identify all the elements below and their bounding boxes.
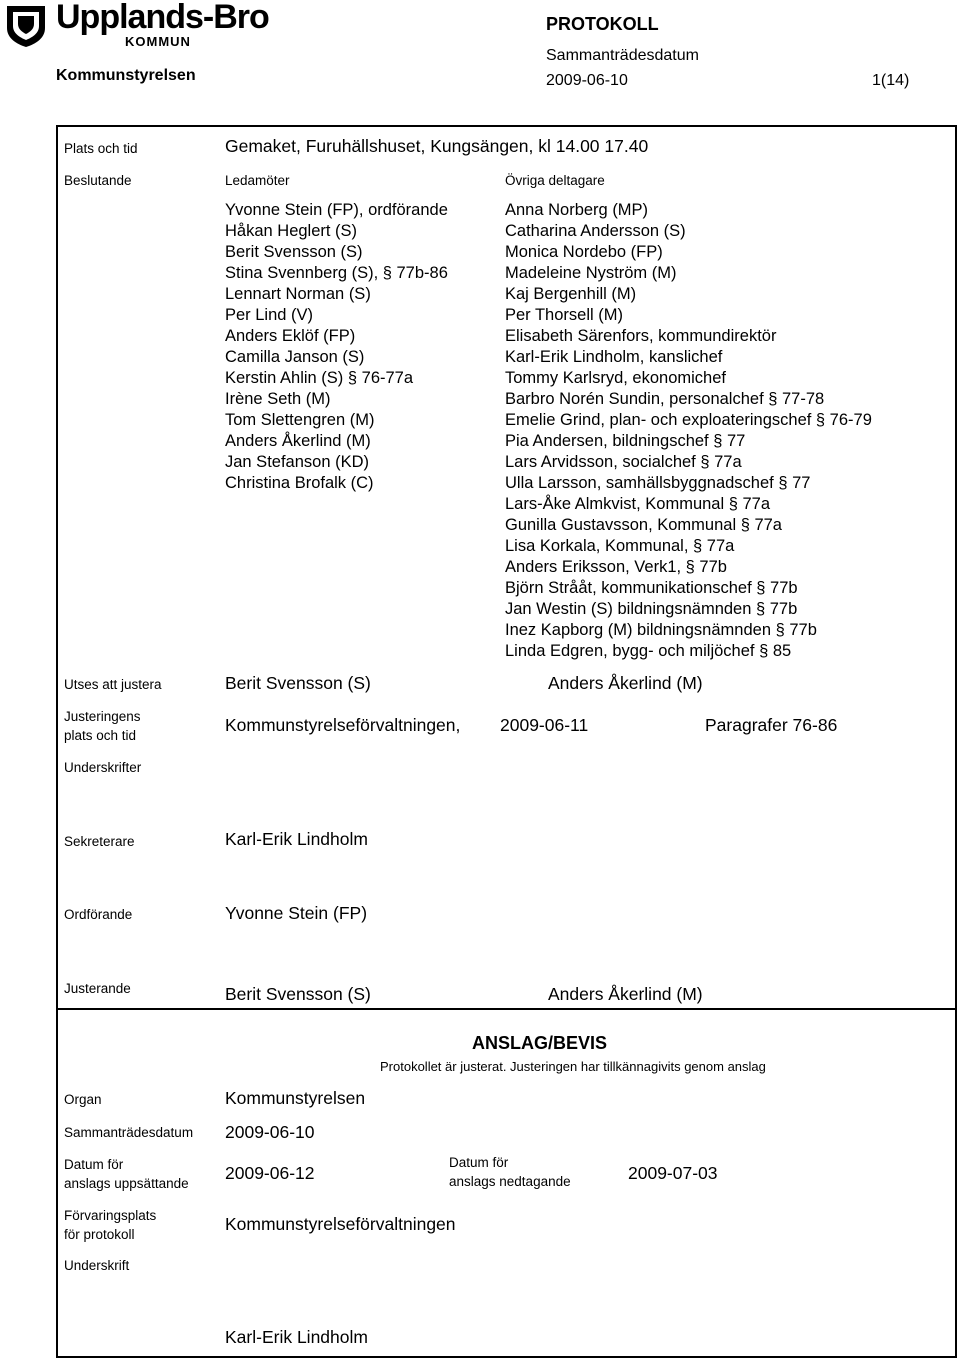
beslutande-label: Beslutande bbox=[64, 173, 132, 188]
participant-item: Lars-Åke Almkvist, Kommunal § 77a bbox=[505, 495, 771, 513]
anslag-divider bbox=[56, 1008, 957, 1010]
member-item: Jan Stefanson (KD) bbox=[225, 453, 369, 471]
participant-item: Lisa Korkala, Kommunal, § 77a bbox=[505, 537, 735, 555]
member-item: Tom Slettengren (M) bbox=[225, 411, 375, 429]
logo-wordmark: Upplands-Bro bbox=[56, 0, 269, 36]
meeting-date-label: Sammanträdesdatum bbox=[546, 47, 699, 64]
underskrifter-label: Underskrifter bbox=[64, 760, 142, 775]
member-item: Irène Seth (M) bbox=[225, 390, 331, 408]
participant-item: Tommy Karlsryd, ekonomichef bbox=[505, 369, 726, 387]
anslag-datum: 2009-06-10 bbox=[225, 1122, 315, 1142]
ordforande-label: Ordförande bbox=[64, 907, 133, 922]
participant-item: Emelie Grind, plan- och exploateringschef § 76-79 bbox=[505, 411, 872, 429]
justeringens-label-2: plats och tid bbox=[64, 728, 137, 743]
justera-label: Utses att justera bbox=[64, 677, 162, 692]
organ-label: Organ bbox=[64, 1092, 102, 1107]
participant-item: Barbro Norén Sundin, personalchef § 77-78 bbox=[505, 390, 825, 408]
participant-item: Pia Andersen, bildningschef § 77 bbox=[505, 432, 746, 450]
participant-item: Linda Edgren, bygg- och miljöchef § 85 bbox=[505, 642, 792, 660]
document-type: PROTOKOLL bbox=[546, 14, 659, 34]
logo-subtitle: KOMMUN bbox=[125, 34, 191, 49]
participant-item: Anna Norberg (MP) bbox=[505, 201, 649, 219]
anslag-title: ANSLAG/BEVIS bbox=[472, 1033, 608, 1053]
member-item: Anders Eklöf (FP) bbox=[225, 327, 356, 345]
justering-paragraphs: Paragrafer 76-86 bbox=[705, 715, 838, 735]
participant-item: Catharina Andersson (S) bbox=[505, 222, 686, 240]
plats-label: Plats och tid bbox=[64, 141, 138, 156]
participant-item: Jan Westin (S) bildningsnämnden § 77b bbox=[505, 600, 798, 618]
forvaringsplats-value: Kommunstyrelseförvaltningen bbox=[225, 1214, 456, 1234]
participant-item: Elisabeth Särenfors, kommundirektör bbox=[505, 327, 777, 345]
forvaringsplats-label-2: för protokoll bbox=[64, 1227, 135, 1242]
sekreterare-name: Karl-Erik Lindholm bbox=[225, 829, 368, 849]
member-item: Kerstin Ahlin (S) § 76-77a bbox=[225, 369, 414, 387]
participant-item: Kaj Bergenhill (M) bbox=[505, 285, 637, 303]
participant-item: Per Thorsell (M) bbox=[505, 306, 623, 324]
member-item: Lennart Norman (S) bbox=[225, 285, 371, 303]
member-item: Stina Svennberg (S), § 77b-86 bbox=[225, 264, 448, 282]
member-item: Camilla Janson (S) bbox=[225, 348, 365, 366]
participant-item: Lars Arvidsson, socialchef § 77a bbox=[505, 453, 742, 471]
page-number: 1(14) bbox=[872, 72, 910, 89]
anslag-datum-label: Sammanträdesdatum bbox=[64, 1125, 194, 1140]
justering-date: 2009-06-11 bbox=[500, 715, 589, 735]
participant-item: Karl-Erik Lindholm, kanslichef bbox=[505, 348, 723, 366]
forvaringsplats-label-1: Förvaringsplats bbox=[64, 1208, 157, 1223]
justerande-label: Justerande bbox=[64, 981, 131, 996]
participant-item: Madeleine Nyström (M) bbox=[505, 264, 677, 282]
nedtagande-label-2: anslags nedtagande bbox=[449, 1174, 571, 1189]
justering-place: Kommunstyrelseförvaltningen, bbox=[225, 715, 461, 735]
others-list bbox=[505, 200, 872, 662]
members-header: Ledamöter bbox=[225, 173, 290, 188]
member-item: Christina Brofalk (C) bbox=[225, 474, 374, 492]
uppsattande-date: 2009-06-12 bbox=[225, 1163, 315, 1183]
nedtagande-date: 2009-07-03 bbox=[628, 1163, 718, 1183]
participant-item: Björn Strååt, kommunikationschef § 77b bbox=[505, 579, 798, 597]
participant-item: Gunilla Gustavsson, Kommunal § 77a bbox=[505, 516, 782, 534]
uppsattande-label-2: anslags uppsättande bbox=[64, 1176, 189, 1191]
member-item: Håkan Heglert (S) bbox=[225, 222, 358, 240]
justera-name-2: Anders Åkerlind (M) bbox=[548, 673, 703, 693]
sekreterare-label: Sekreterare bbox=[64, 834, 135, 849]
members-list bbox=[225, 200, 448, 494]
participant-item: Inez Kapborg (M) bildningsnämnden § 77b bbox=[505, 621, 817, 639]
member-item: Yvonne Stein (FP), ordförande bbox=[225, 201, 448, 219]
participant-item: Ulla Larsson, samhällsbyggnadschef § 77 bbox=[505, 474, 811, 492]
underskrift-label: Underskrift bbox=[64, 1258, 130, 1273]
member-item: Berit Svensson (S) bbox=[225, 243, 363, 261]
nedtagande-label-1: Datum för bbox=[449, 1155, 509, 1170]
member-item: Per Lind (V) bbox=[225, 306, 314, 324]
others-header: Övriga deltagare bbox=[505, 173, 605, 188]
uppsattande-label-1: Datum för bbox=[64, 1157, 124, 1172]
meeting-date: 2009-06-10 bbox=[546, 72, 628, 89]
underskrift-name: Karl-Erik Lindholm bbox=[225, 1327, 368, 1347]
justeringens-label-1: Justeringens bbox=[64, 709, 141, 724]
justera-name-1: Berit Svensson (S) bbox=[225, 673, 371, 693]
plats-value: Gemaket, Furuhällshuset, Kungsängen, kl 14.00 17.40 bbox=[225, 136, 649, 156]
participant-item: Monica Nordebo (FP) bbox=[505, 243, 663, 261]
committee-name: Kommunstyrelsen bbox=[56, 67, 196, 84]
justerande-name-2: Anders Åkerlind (M) bbox=[548, 984, 703, 1004]
municipality-crest-icon bbox=[4, 4, 48, 48]
participant-item: Anders Eriksson, Verk1, § 77b bbox=[505, 558, 727, 576]
member-item: Anders Åkerlind (M) bbox=[225, 432, 371, 450]
justerande-name-1: Berit Svensson (S) bbox=[225, 984, 371, 1004]
organ-value: Kommunstyrelsen bbox=[225, 1088, 366, 1108]
ordforande-name: Yvonne Stein (FP) bbox=[225, 903, 368, 923]
anslag-note: Protokollet är justerat. Justeringen har tillkännagivits genom anslag bbox=[380, 1059, 766, 1074]
